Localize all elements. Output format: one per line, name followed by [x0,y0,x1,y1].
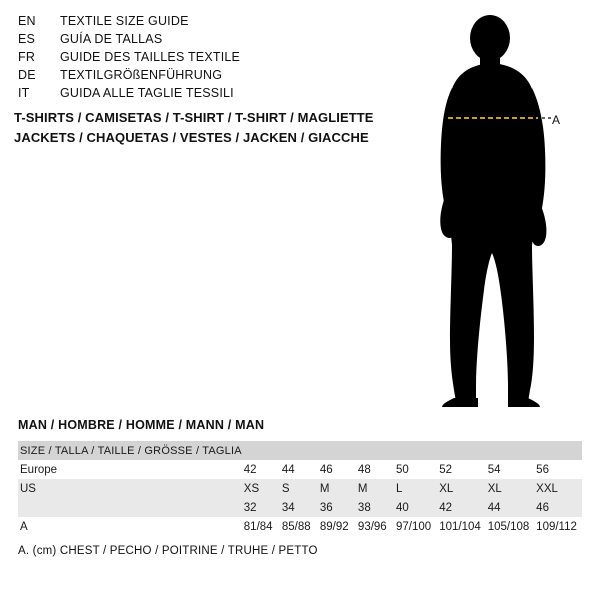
language-row [18,68,378,86]
table-header-spacer [486,441,534,460]
row-cell: XXL [534,479,582,498]
row-cell: 50 [394,460,437,479]
table-header-spacer [356,441,394,460]
row-cell: 101/104 [437,517,485,536]
language-code: EN [18,14,36,28]
row-cell: 44 [280,460,318,479]
table-header-label: SIZE / TALLA / TAILLE / GRÖSSE / TAGLIA [18,441,242,460]
row-cell: 56 [534,460,582,479]
footnote-chest-measure: A. (cm) CHEST / PECHO / POITRINE / TRUHE / PETTO [18,545,318,557]
language-legend [18,14,378,104]
row-cell: M [356,479,394,498]
row-cell: XL [437,479,485,498]
row-cell: 48 [356,460,394,479]
row-cell: M [318,479,356,498]
row-label: US [18,479,242,498]
row-cell: L [394,479,437,498]
row-cell: 40 [394,498,437,517]
row-cell: 54 [486,460,534,479]
language-row [18,86,378,104]
row-cell: 46 [534,498,582,517]
row-cell: 32 [242,498,280,517]
row-cell: 46 [318,460,356,479]
row-cell: 81/84 [242,517,280,536]
table-header-spacer [394,441,437,460]
table-header-spacer [534,441,582,460]
male-silhouette-icon [400,10,600,410]
language-text: GUIDE DES TAILLES TEXTILE [60,50,241,64]
body-silhouette-figure [400,10,600,410]
row-label: A [18,517,242,536]
category-headings [14,108,414,148]
language-text: TEXTILE SIZE GUIDE [60,14,189,28]
language-code: DE [18,68,36,82]
row-cell: 36 [318,498,356,517]
language-row [18,14,378,32]
row-cell: 93/96 [356,517,394,536]
language-text: TEXTILGRÖßENFÜHRUNG [60,68,223,82]
table-row [18,479,582,498]
row-cell: 52 [437,460,485,479]
measure-label-a: A [552,113,561,127]
language-code: FR [18,50,36,64]
row-cell: 97/100 [394,517,437,536]
language-code: ES [18,32,36,46]
language-text: GUÍA DE TALLAS [60,32,163,46]
row-cell: 85/88 [280,517,318,536]
row-label: Europe [18,460,242,479]
row-cell: 38 [356,498,394,517]
row-cell: S [280,479,318,498]
row-cell: XL [486,479,534,498]
row-cell: 44 [486,498,534,517]
table-header-spacer [280,441,318,460]
row-cell: 89/92 [318,517,356,536]
language-row [18,32,378,50]
row-label [18,498,242,517]
row-cell: 42 [242,460,280,479]
row-cell: 109/112 [534,517,582,536]
row-cell: XS [242,479,280,498]
row-cell: 34 [280,498,318,517]
table-header-spacer [437,441,485,460]
table-header-row [18,441,582,460]
size-table [18,441,582,536]
row-cell: 42 [437,498,485,517]
table-header-spacer [242,441,280,460]
category-line-tshirts: T-SHIRTS / CAMISETAS / T-SHIRT / T-SHIRT / MAGLIETTE [14,110,374,125]
table-header-spacer [318,441,356,460]
table-row [18,517,582,536]
table-row [18,498,582,517]
table-section-title: MAN / HOMBRE / HOMME / MANN / MAN [18,418,265,432]
category-line-jackets: JACKETS / CHAQUETAS / VESTES / JACKEN / GIACCHE [14,130,369,145]
row-cell: 105/108 [486,517,534,536]
table-row [18,460,582,479]
language-code: IT [18,86,30,100]
language-row [18,50,378,68]
language-text: GUIDA ALLE TAGLIE TESSILI [60,86,234,100]
